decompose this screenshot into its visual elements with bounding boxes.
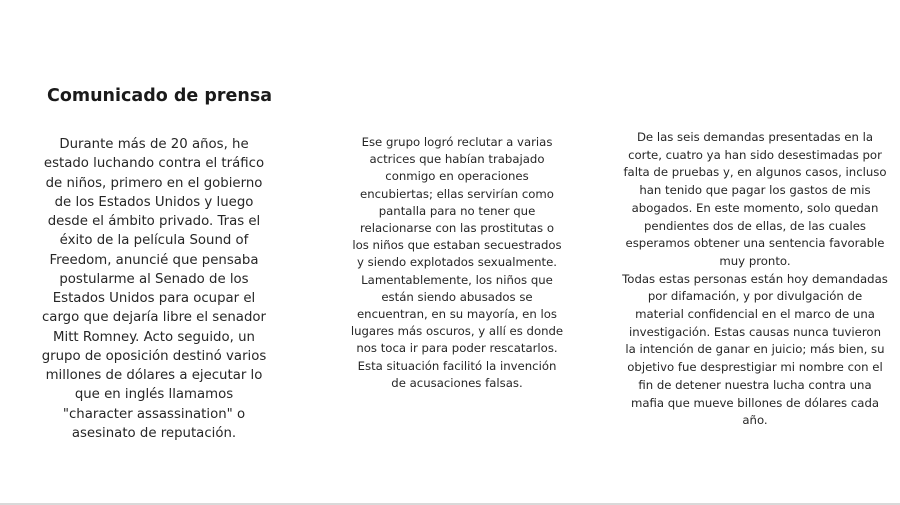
paragraph: Ese grupo logró reclutar a varias actrices que habían trabajado conmigo en operaciones encubiertas; ellas servirían como pantalla para no tener que relacionarse con las prostitutas o los niños que estaban secuestrados y siendo explotados sexualmente. Lamentablemente, los niños que están siendo abusados se encuentran, en su mayoría, en los lugares más oscuros, y allí es donde nos toca ir para poder rescatarlos. Esta situación facilitó la invención de acusaciones falsas. [350,135,564,390]
paragraph: Todas estas personas están hoy demandadas por difamación, y por divulgación de material confidencial en el marco de una investigación. Estas causas nunca tuvieron la intención de ganar en juicio; más bien, su objetivo fue desprestigiar mi nombre con el fin de detener nuestra lucha contra una mafia que mueve billones de dólares cada año. [622,271,888,428]
page-title: Comunicado de prensa [47,86,273,106]
paragraph: Durante más de 20 años, he estado luchando contra el tráfico de niños, primero en el gobierno de los Estados Unidos y luego desde el ámbito privado. Tras el éxito de la película Sound of Freedom, anuncié que pensaba postularme al Senado de los Estados Unidos para ocupar el cargo que dejaría libre el senador Mitt Romney. Acto seguido, un grupo de oposición destinó varios millones de dólares a ejecutar lo que en inglés llamamos "character assassination" o asesinato de reputación. [41,137,267,441]
paragraph: De las seis demandas presentadas en la corte, cuatro ya han sido desestimadas por falta de pruebas y, en algunos casos, incluso han tenido que pagar los gastos de mis abogados. En este momento, solo quedan pendientes dos de ellas, de las cuales esperamos obtener una sentencia favorable muy pronto. [623,130,887,268]
text-column-3 [622,129,888,430]
text-column-1 [38,135,270,443]
text-column-2 [350,134,564,392]
